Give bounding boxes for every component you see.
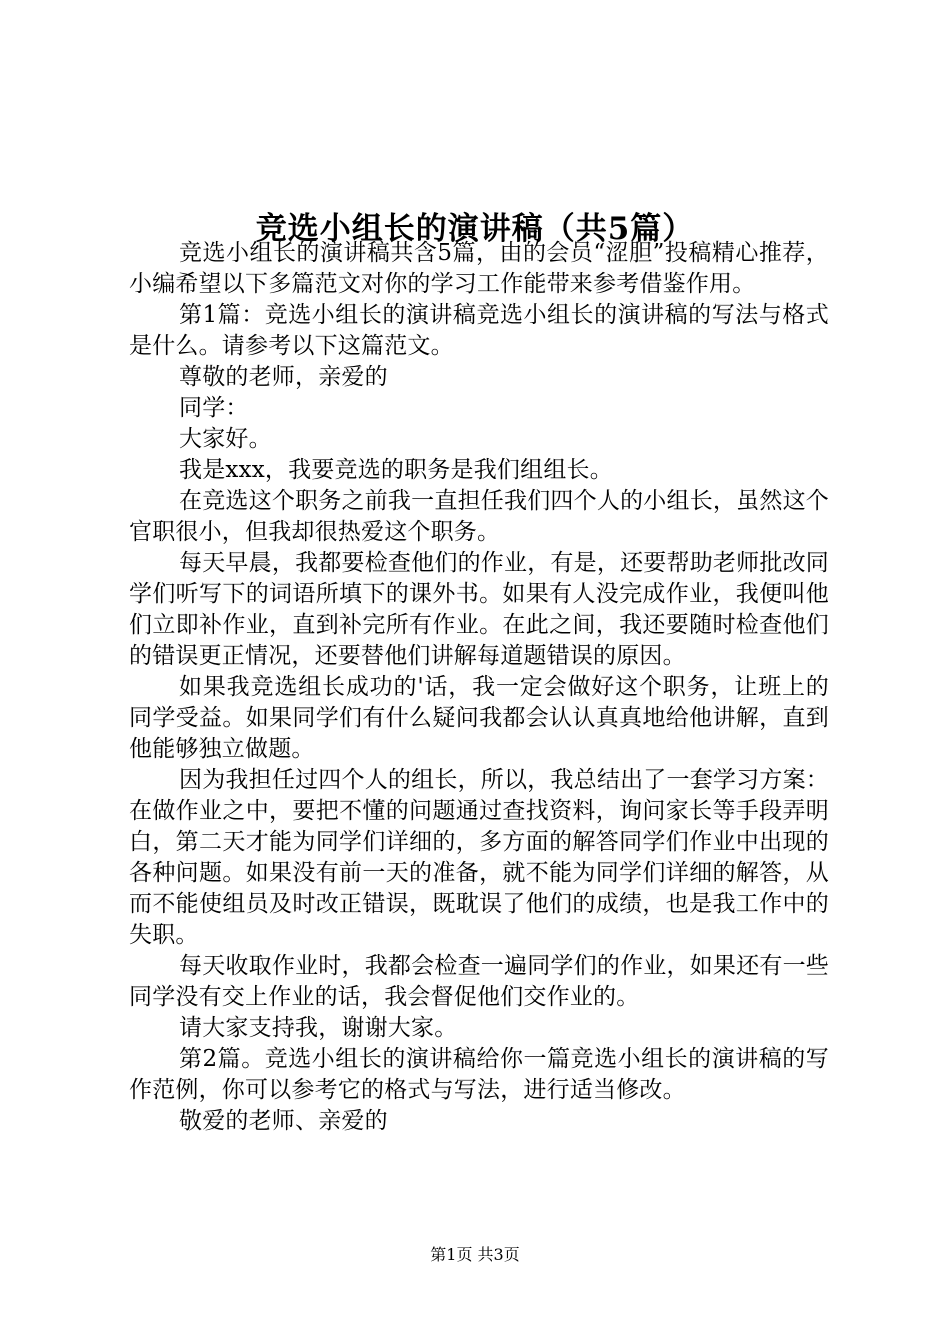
document-title: 竞选小组长的演讲稿（共5篇） [255,210,695,247]
paragraph-experience: 在竞选这个职务之前我一直担任我们四个人的小组长，虽然这个官职很小，但我却很热爱这个职务。 [129,488,829,545]
paragraph-closing: 请大家支持我，谢谢大家。 [179,1015,458,1041]
paragraph-greeting-2: 敬爱的老师、亲爱的 [179,1108,388,1134]
paragraph-intro: 竞选小组长的演讲稿共含5篇，由的会员“涩胆”投稿精心推荐，小编希望以下多篇范文对你的学习工作能带来参考借鉴作用。 [129,240,829,297]
paragraph-homework-check: 每天收取作业时，我都会检查一遍同学们的作业，如果还有一些同学没有交上作业的话，我会督促他们交作业的。 [129,953,829,1010]
page-number-footer: 第1页 共3页 [430,1245,520,1264]
paragraph-greeting-teacher: 尊敬的老师，亲爱的 [179,364,388,390]
paragraph-study-plan: 因为我担任过四个人的组长，所以，我总结出了一套学习方案：在做作业之中，要把不懂的问题通过查找资料，询问家长等手段弄明白，第二天才能为同学们详细的，多方面的解答同学们作业中出现的各种问题。如果没有前一天的准备，就不能为同学们详细的解答，从而不能使组员及时改正错误，既耽误了他们的成绩，也是我工作中的失职。 [129,767,829,948]
document-body [129,238,829,1137]
paragraph-daily-work: 每天早晨，我都要检查他们的作业，有是，还要帮助老师批改同学们听写下的词语所填下的课外书。如果有人没完成作业，我便叫他们立即补作业，直到补完所有作业。在此之间，我还要随时检查他们的错误更正情况，还要替他们讲解每道题错误的原因。 [129,550,829,669]
paragraph-promise: 如果我竞选组长成功的'话，我一定会做好这个职务，让班上的同学受益。如果同学们有什么疑问我都会认认真真地给他讲解，直到他能够独立做题。 [129,674,829,762]
paragraph-hello: 大家好。 [179,426,272,452]
paragraph-self-intro: 我是xxx，我要竞选的职务是我们组组长。 [179,457,613,483]
paragraph-part-1-heading: 第1篇：竞选小组长的演讲稿竞选小组长的演讲稿的写法与格式是什么。请参考以下这篇范文。 [129,302,829,359]
paragraph-part-2-heading: 第2篇。竞选小组长的演讲稿给你一篇竞选小组长的演讲稿的写作范例，你可以参考它的格式与写法，进行适当修改。 [129,1046,829,1103]
paragraph-greeting-classmates: 同学： [179,395,249,421]
